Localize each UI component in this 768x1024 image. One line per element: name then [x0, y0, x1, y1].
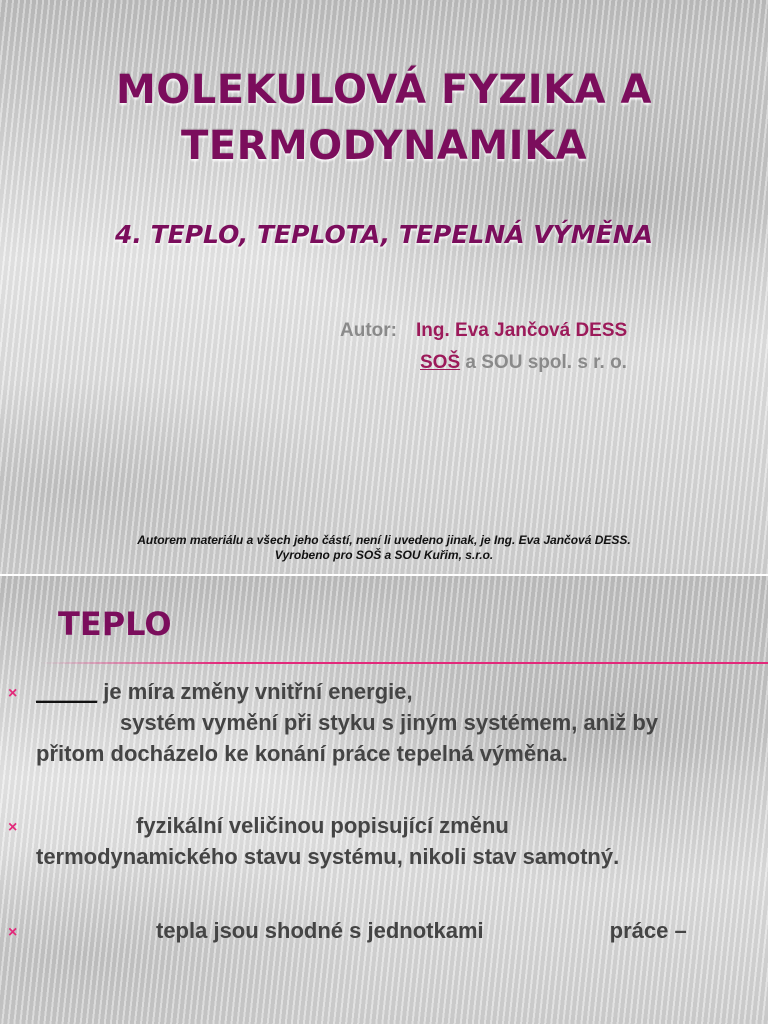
p1-line-1: je míra změny vnitřní energie, [97, 679, 413, 704]
credits [60, 533, 708, 563]
p3-part-2: práce – [609, 918, 687, 943]
paragraph-2 [36, 810, 756, 872]
credits-line-1: Autorem materiálu a všech jeho částí, není li uvedeno jinak, je Ing. Eva Jančová DESS. [137, 533, 631, 547]
bullet-x-icon: × [8, 819, 18, 836]
author-label: Autor: [340, 320, 397, 341]
title-line-2: TERMODYNAMIKA [180, 123, 588, 169]
bullet-x-icon: × [8, 685, 18, 702]
p3-part-1: tepla jsou shodné s jednotkami [156, 918, 484, 943]
slide-title [40, 62, 728, 174]
paragraph-1 [36, 676, 756, 769]
paragraph-3 [36, 915, 756, 946]
p2-line-2: termodynamického stavu systému, nikoli stav samotný. [36, 844, 620, 869]
school-abbreviation: SOŠ [420, 352, 461, 373]
author-name: Ing. Eva Jančová DESS [416, 320, 628, 341]
heading-underline [40, 662, 768, 664]
school-line [420, 350, 627, 376]
p1-line-2: systém vymění při styku s jiným systémem, aniž by [120, 710, 659, 735]
section-heading: TEPLO [58, 605, 172, 643]
p1-line-3: přitom docházelo ke konání práce tepelná výměna. [36, 741, 568, 766]
school-name-rest: a SOU spol. s r. o. [465, 352, 627, 373]
content-slide [0, 576, 768, 1024]
credits-line-2: Vyrobeno pro SOŠ a SOU Kuřim, s.r.o. [274, 548, 494, 562]
fill-in-blank: _____ [36, 679, 98, 704]
p2-line-1: fyzikální veličinou popisující změnu [136, 813, 509, 838]
bullet-x-icon: × [8, 924, 18, 941]
slide-subtitle: 4. TEPLO, TEPLOTA, TEPELNÁ VÝMĚNA [115, 220, 653, 249]
title-line-1: MOLEKULOVÁ FYZIKA A [115, 67, 653, 113]
